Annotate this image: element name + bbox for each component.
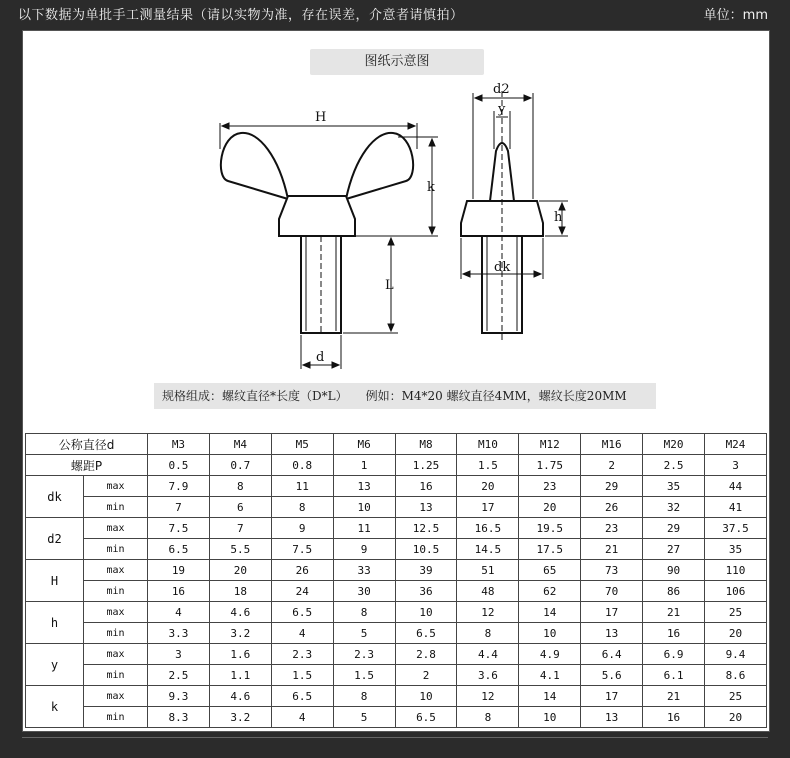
value-cell: 25 <box>705 686 767 707</box>
value-cell: 9.3 <box>148 686 210 707</box>
value-cell: 14 <box>519 686 581 707</box>
spec-panel <box>22 30 770 732</box>
param-name: y <box>26 644 84 686</box>
table-row-k-min <box>26 707 767 728</box>
value-cell: 2.3 <box>271 644 333 665</box>
value-cell: 62 <box>519 581 581 602</box>
value-cell: 4.9 <box>519 644 581 665</box>
value-cell: 9 <box>333 539 395 560</box>
value-cell: 39 <box>395 560 457 581</box>
value-cell: 8 <box>333 602 395 623</box>
value-cell: 13 <box>395 497 457 518</box>
value-cell: 12 <box>457 602 519 623</box>
value-cell: 17.5 <box>519 539 581 560</box>
value-cell: 29 <box>581 476 643 497</box>
value-cell: 6.5 <box>395 707 457 728</box>
label-dk: dk <box>494 260 511 275</box>
value-cell: 6.5 <box>148 539 210 560</box>
value-cell: 6.5 <box>271 602 333 623</box>
value-cell: 4.4 <box>457 644 519 665</box>
value-cell: 35 <box>705 539 767 560</box>
value-cell: 110 <box>705 560 767 581</box>
dimension-table <box>25 433 767 728</box>
max-label: max <box>84 644 148 665</box>
table-row-h-min <box>26 623 767 644</box>
value-cell: 7 <box>148 497 210 518</box>
min-label: min <box>84 581 148 602</box>
value-cell: 23 <box>581 518 643 539</box>
spec-note <box>154 383 656 409</box>
table-row-d2-min <box>26 539 767 560</box>
value-cell: 10 <box>395 686 457 707</box>
min-label: min <box>84 497 148 518</box>
hub <box>279 196 355 236</box>
value-cell: 7 <box>209 518 271 539</box>
top-bar <box>0 0 790 26</box>
value-cell: 11 <box>271 476 333 497</box>
table-row-dk-min <box>26 497 767 518</box>
value-cell: 6.5 <box>395 623 457 644</box>
value-cell: 2 <box>395 665 457 686</box>
value-cell: 1.5 <box>333 665 395 686</box>
value-cell: 7.5 <box>148 518 210 539</box>
value-cell: 73 <box>581 560 643 581</box>
value-cell: 5.5 <box>209 539 271 560</box>
size-header: M6 <box>333 434 395 455</box>
value-cell: 2.8 <box>395 644 457 665</box>
value-cell: 10 <box>519 623 581 644</box>
pitch-cell: 1.25 <box>395 455 457 476</box>
value-cell: 19 <box>148 560 210 581</box>
max-label: max <box>84 686 148 707</box>
value-cell: 5 <box>333 623 395 644</box>
param-name: dk <box>26 476 84 518</box>
spec-composition: 规格组成：螺纹直径*长度（D*L） <box>162 389 348 403</box>
value-cell: 27 <box>643 539 705 560</box>
value-cell: 3.6 <box>457 665 519 686</box>
value-cell: 3.2 <box>209 707 271 728</box>
value-cell: 9 <box>271 518 333 539</box>
max-label: max <box>84 476 148 497</box>
value-cell: 12 <box>457 686 519 707</box>
size-header: M5 <box>271 434 333 455</box>
value-cell: 106 <box>705 581 767 602</box>
min-label: min <box>84 623 148 644</box>
value-cell: 13 <box>581 707 643 728</box>
value-cell: 10 <box>519 707 581 728</box>
pitch-cell: 0.7 <box>209 455 271 476</box>
value-cell: 14 <box>519 602 581 623</box>
value-cell: 51 <box>457 560 519 581</box>
value-cell: 29 <box>643 518 705 539</box>
value-cell: 18 <box>209 581 271 602</box>
label-L: L <box>385 278 394 293</box>
size-header: M10 <box>457 434 519 455</box>
value-cell: 12.5 <box>395 518 457 539</box>
value-cell: 16 <box>643 623 705 644</box>
param-name: H <box>26 560 84 602</box>
value-cell: 16.5 <box>457 518 519 539</box>
value-cell: 16 <box>148 581 210 602</box>
value-cell: 4 <box>271 707 333 728</box>
diagram-caption: 图纸示意图 <box>310 49 484 75</box>
label-h: h <box>554 210 563 225</box>
value-cell: 4.1 <box>519 665 581 686</box>
label-d: d <box>316 350 325 365</box>
value-cell: 6.5 <box>271 686 333 707</box>
value-cell: 8.6 <box>705 665 767 686</box>
value-cell: 8 <box>271 497 333 518</box>
value-cell: 4.6 <box>209 686 271 707</box>
unit-label: 单位：mm <box>703 8 768 23</box>
value-cell: 8.3 <box>148 707 210 728</box>
value-cell: 86 <box>643 581 705 602</box>
value-cell: 20 <box>705 623 767 644</box>
value-cell: 8 <box>457 623 519 644</box>
pitch-cell: 1 <box>333 455 395 476</box>
value-cell: 90 <box>643 560 705 581</box>
value-cell: 21 <box>643 602 705 623</box>
value-cell: 70 <box>581 581 643 602</box>
table-header-row <box>26 434 767 455</box>
table-row-h-max <box>26 602 767 623</box>
value-cell: 23 <box>519 476 581 497</box>
value-cell: 11 <box>333 518 395 539</box>
value-cell: 26 <box>581 497 643 518</box>
value-cell: 20 <box>209 560 271 581</box>
value-cell: 17 <box>581 686 643 707</box>
value-cell: 2.5 <box>148 665 210 686</box>
measurement-note: 以下数据为单批手工测量结果（请以实物为准，存在误差，介意者请慎拍） <box>18 8 464 23</box>
value-cell: 37.5 <box>705 518 767 539</box>
size-header: M20 <box>643 434 705 455</box>
min-label: min <box>84 707 148 728</box>
size-header: M12 <box>519 434 581 455</box>
param-name: h <box>26 602 84 644</box>
min-label: min <box>84 665 148 686</box>
pitch-cell: 2 <box>581 455 643 476</box>
value-cell: 3 <box>148 644 210 665</box>
value-cell: 48 <box>457 581 519 602</box>
label-k: k <box>427 180 435 195</box>
table-row-pitch <box>26 455 767 476</box>
value-cell: 13 <box>333 476 395 497</box>
value-cell: 10 <box>395 602 457 623</box>
value-cell: 19.5 <box>519 518 581 539</box>
value-cell: 16 <box>643 707 705 728</box>
value-cell: 16 <box>395 476 457 497</box>
max-label: max <box>84 602 148 623</box>
value-cell: 36 <box>395 581 457 602</box>
value-cell: 1.5 <box>271 665 333 686</box>
value-cell: 1.6 <box>209 644 271 665</box>
value-cell: 33 <box>333 560 395 581</box>
value-cell: 26 <box>271 560 333 581</box>
param-name: k <box>26 686 84 728</box>
pitch-cell: 1.5 <box>457 455 519 476</box>
value-cell: 10.5 <box>395 539 457 560</box>
value-cell: 6 <box>209 497 271 518</box>
pitch-cell: 1.75 <box>519 455 581 476</box>
pitch-cell: 3 <box>705 455 767 476</box>
value-cell: 4 <box>271 623 333 644</box>
table-row-y-max <box>26 644 767 665</box>
value-cell: 2.3 <box>333 644 395 665</box>
value-cell: 3.3 <box>148 623 210 644</box>
value-cell: 30 <box>333 581 395 602</box>
min-label: min <box>84 539 148 560</box>
max-label: max <box>84 518 148 539</box>
value-cell: 8 <box>457 707 519 728</box>
value-cell: 6.1 <box>643 665 705 686</box>
table-row-y-min <box>26 665 767 686</box>
size-header: M3 <box>148 434 210 455</box>
value-cell: 21 <box>643 686 705 707</box>
value-cell: 8 <box>333 686 395 707</box>
size-header: M16 <box>581 434 643 455</box>
value-cell: 5.6 <box>581 665 643 686</box>
value-cell: 25 <box>705 602 767 623</box>
bottom-divider <box>22 737 768 738</box>
value-cell: 32 <box>643 497 705 518</box>
pitch-cell: 0.8 <box>271 455 333 476</box>
right-wing <box>346 133 413 199</box>
spec-example: 例如：M4*20 螺纹直径4MM，螺纹长度20MM <box>365 389 627 403</box>
value-cell: 24 <box>271 581 333 602</box>
value-cell: 10 <box>333 497 395 518</box>
size-header: M24 <box>705 434 767 455</box>
max-label: max <box>84 560 148 581</box>
table-row-H-min <box>26 581 767 602</box>
label-H: H <box>315 110 327 125</box>
value-cell: 6.4 <box>581 644 643 665</box>
left-wing <box>221 133 288 199</box>
table-row-H-max <box>26 560 767 581</box>
size-header: M8 <box>395 434 457 455</box>
value-cell: 8 <box>209 476 271 497</box>
table-row-k-max <box>26 686 767 707</box>
value-cell: 4 <box>148 602 210 623</box>
param-name: d2 <box>26 518 84 560</box>
value-cell: 21 <box>581 539 643 560</box>
pitch-header: 螺距P <box>26 455 148 476</box>
value-cell: 4.6 <box>209 602 271 623</box>
value-cell: 20 <box>705 707 767 728</box>
value-cell: 6.9 <box>643 644 705 665</box>
value-cell: 65 <box>519 560 581 581</box>
value-cell: 7.5 <box>271 539 333 560</box>
nominal-diameter-header: 公称直径d <box>26 434 148 455</box>
value-cell: 44 <box>705 476 767 497</box>
pitch-cell: 0.5 <box>148 455 210 476</box>
value-cell: 41 <box>705 497 767 518</box>
value-cell: 20 <box>457 476 519 497</box>
value-cell: 9.4 <box>705 644 767 665</box>
value-cell: 13 <box>581 623 643 644</box>
value-cell: 20 <box>519 497 581 518</box>
table-row-d2-max <box>26 518 767 539</box>
size-header: M4 <box>209 434 271 455</box>
label-d2: d2 <box>493 82 510 97</box>
value-cell: 7.9 <box>148 476 210 497</box>
wing-screw-drawing <box>23 31 769 376</box>
value-cell: 1.1 <box>209 665 271 686</box>
pitch-cell: 2.5 <box>643 455 705 476</box>
value-cell: 17 <box>457 497 519 518</box>
label-y: y <box>498 102 506 117</box>
value-cell: 3.2 <box>209 623 271 644</box>
value-cell: 17 <box>581 602 643 623</box>
value-cell: 35 <box>643 476 705 497</box>
value-cell: 14.5 <box>457 539 519 560</box>
table-row-dk-max <box>26 476 767 497</box>
value-cell: 5 <box>333 707 395 728</box>
